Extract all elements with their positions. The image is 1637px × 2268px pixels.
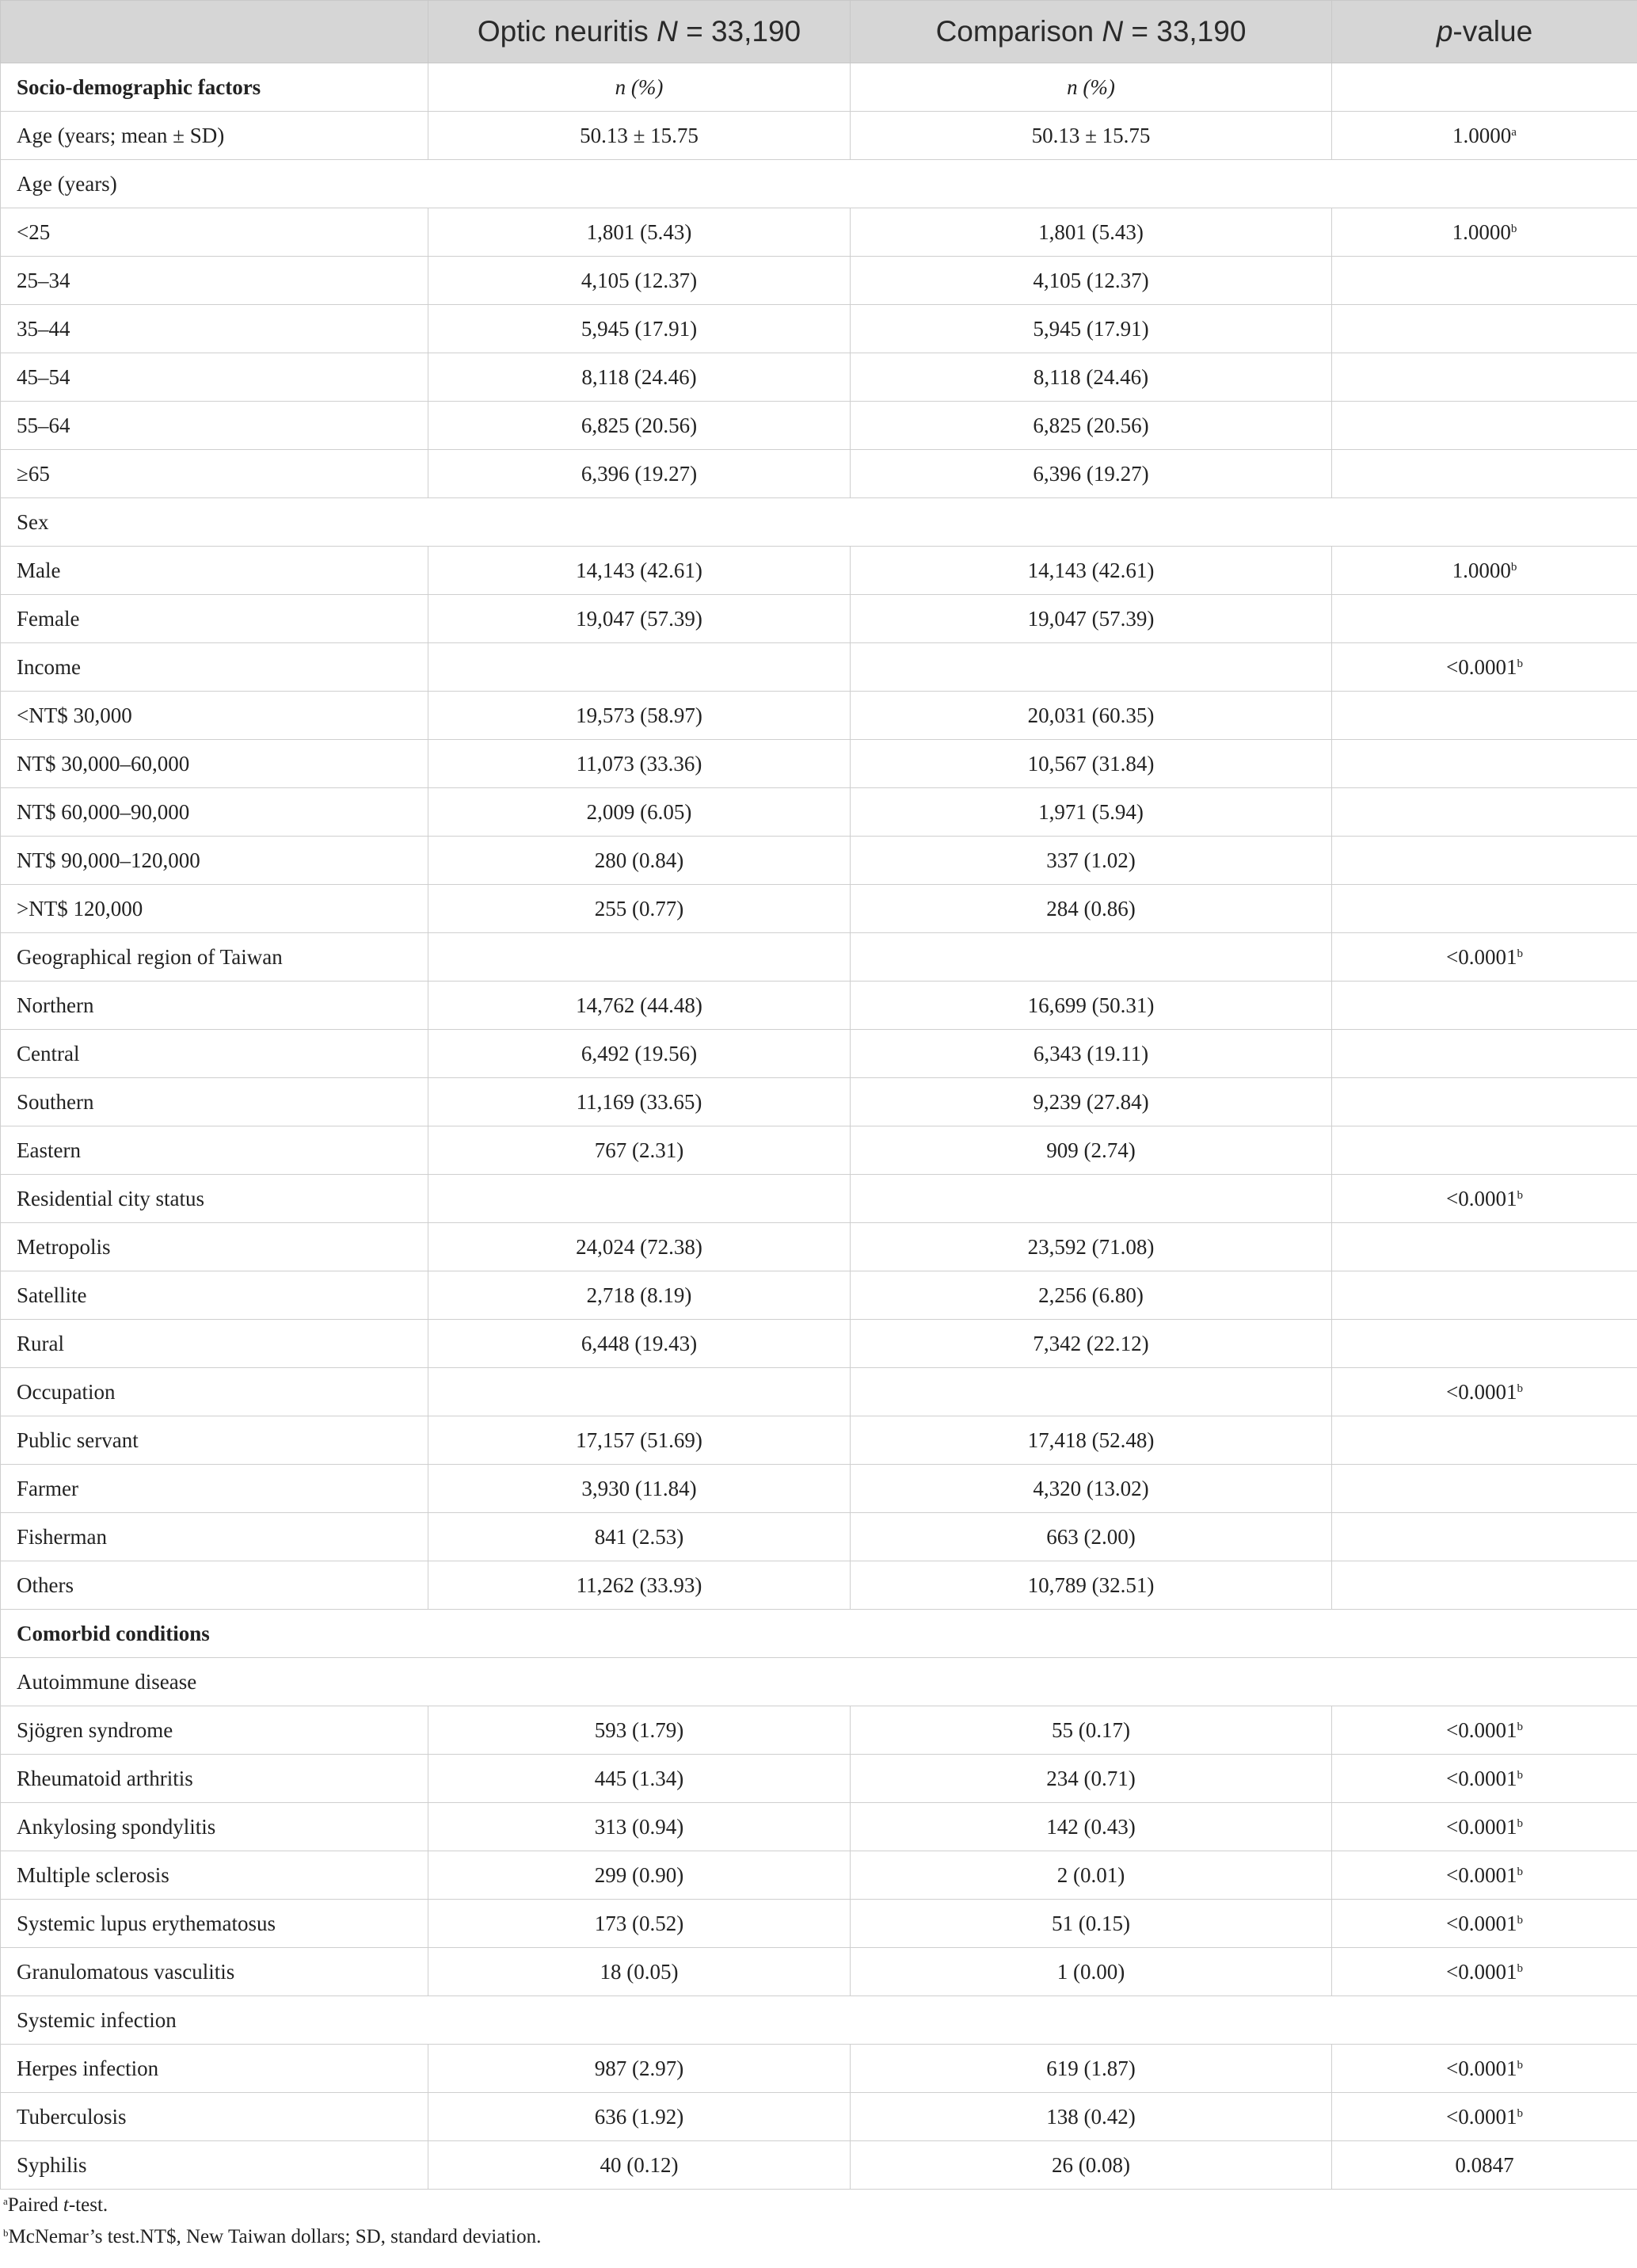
p-value-text: <0.0001 [1446, 1814, 1517, 1839]
table-row [1, 1996, 1637, 2045]
row-label: 55–64 [1, 402, 428, 450]
row-label: Sex [1, 498, 1637, 547]
optic-neuritis-value: 11,262 (33.93) [428, 1561, 851, 1610]
table-row [1, 353, 1637, 402]
comparison-value: 2 (0.01) [851, 1851, 1332, 1900]
comparison-value: 234 (0.71) [851, 1755, 1332, 1803]
comparison-value: 1,971 (5.94) [851, 788, 1332, 837]
comparison-value: 142 (0.43) [851, 1803, 1332, 1851]
table-row [1, 1078, 1637, 1126]
row-label: Syphilis [1, 2141, 428, 2190]
footnote [3, 2194, 108, 2217]
optic-neuritis-value: 11,073 (33.36) [428, 740, 851, 788]
table-row [1, 643, 1637, 692]
p-value [1332, 1368, 1637, 1416]
p-value [1332, 885, 1637, 933]
p-value-text: <0.0001 [1446, 2104, 1517, 2129]
comparison-value: 14,143 (42.61) [851, 547, 1332, 595]
row-label: Male [1, 547, 428, 595]
comparison-value: 26 (0.08) [851, 2141, 1332, 2190]
p-value-text: <0.0001 [1446, 1186, 1517, 1210]
header-col1-n: N [657, 15, 678, 48]
table-row [1, 1561, 1637, 1610]
header-col3-suffix: -value [1452, 15, 1533, 48]
p-value [1332, 63, 1637, 112]
comparison-value: 2,256 (6.80) [851, 1271, 1332, 1320]
row-label: 25–34 [1, 257, 428, 305]
header-col1-suffix: = 33,190 [677, 15, 801, 48]
row-label: 35–44 [1, 305, 428, 353]
row-label: Tuberculosis [1, 2093, 428, 2141]
table-row [1, 1900, 1637, 1948]
p-value-text: <0.0001 [1446, 1766, 1517, 1790]
table-row [1, 837, 1637, 885]
p-value-text: 0.0847 [1455, 2152, 1514, 2177]
table-row [1, 692, 1637, 740]
header-col2-suffix: = 33,190 [1123, 15, 1247, 48]
p-value-text: <0.0001 [1446, 1717, 1517, 1742]
p-value [1332, 1223, 1637, 1271]
p-value [1332, 1803, 1637, 1851]
p-value-text: 1.0000 [1452, 219, 1511, 244]
optic-neuritis-value: 8,118 (24.46) [428, 353, 851, 402]
comparison-value [851, 1175, 1332, 1223]
p-value-text: <0.0001 [1446, 944, 1517, 969]
row-label: Geographical region of Taiwan [1, 933, 428, 982]
p-value [1332, 1706, 1637, 1755]
p-value [1332, 1416, 1637, 1465]
p-value [1332, 933, 1637, 982]
header-comparison [851, 1, 1332, 63]
p-value [1332, 1465, 1637, 1513]
p-value [1332, 450, 1637, 498]
p-value [1332, 2045, 1637, 2093]
optic-neuritis-value: 445 (1.34) [428, 1755, 851, 1803]
row-label: Autoimmune disease [1, 1658, 1637, 1706]
p-value-text: <0.0001 [1446, 1911, 1517, 1935]
p-value [1332, 2093, 1637, 2141]
row-label: Systemic lupus erythematosus [1, 1900, 428, 1948]
p-value [1332, 1900, 1637, 1948]
row-label: Rheumatoid arthritis [1, 1755, 428, 1803]
comparison-value [851, 643, 1332, 692]
p-value-text: <0.0001 [1446, 654, 1517, 679]
p-value [1332, 1561, 1637, 1610]
optic-neuritis-value: 4,105 (12.37) [428, 257, 851, 305]
p-value [1332, 1320, 1637, 1368]
p-value-text: 1.0000 [1452, 558, 1511, 582]
comparison-value: 909 (2.74) [851, 1126, 1332, 1175]
p-value-footnote-marker: b [1517, 1382, 1523, 1395]
table-row [1, 160, 1637, 208]
table-header [1, 1, 1637, 63]
footnote-marker: a [3, 2195, 8, 2207]
table-row [1, 788, 1637, 837]
table-row [1, 1658, 1637, 1706]
comparison-value: 6,396 (19.27) [851, 450, 1332, 498]
p-value [1332, 643, 1637, 692]
optic-neuritis-value: 14,143 (42.61) [428, 547, 851, 595]
optic-neuritis-value: 6,492 (19.56) [428, 1030, 851, 1078]
comparison-value: 19,047 (57.39) [851, 595, 1332, 643]
p-value-footnote-marker: a [1511, 125, 1517, 139]
table-row [1, 498, 1637, 547]
table-row [1, 1271, 1637, 1320]
p-value [1332, 788, 1637, 837]
optic-neuritis-value: 19,573 (58.97) [428, 692, 851, 740]
optic-neuritis-value: 173 (0.52) [428, 1900, 851, 1948]
optic-neuritis-value: 313 (0.94) [428, 1803, 851, 1851]
table-row [1, 208, 1637, 257]
row-label: Herpes infection [1, 2045, 428, 2093]
p-value-footnote-marker: b [1517, 1768, 1523, 1782]
p-value-footnote-marker: b [1517, 1913, 1523, 1927]
header-col2-n: N [1102, 15, 1124, 48]
optic-neuritis-value: 19,047 (57.39) [428, 595, 851, 643]
p-value [1332, 740, 1637, 788]
p-value [1332, 1513, 1637, 1561]
p-value [1332, 692, 1637, 740]
footnote-text: McNemar’s test.NT$, New Taiwan dollars; SD, standard deviation. [8, 2226, 542, 2247]
p-value-footnote-marker: b [1510, 560, 1517, 574]
comparison-value: 138 (0.42) [851, 2093, 1332, 2141]
table-row [1, 1175, 1637, 1223]
row-label: Multiple sclerosis [1, 1851, 428, 1900]
p-value [1332, 257, 1637, 305]
row-label: Comorbid conditions [1, 1610, 1637, 1658]
comparison-value: 337 (1.02) [851, 837, 1332, 885]
p-value-footnote-marker: b [1510, 222, 1517, 235]
p-value [1332, 353, 1637, 402]
row-label: Eastern [1, 1126, 428, 1175]
footnote-italic: t [63, 2194, 69, 2216]
table-row [1, 982, 1637, 1030]
row-label: Age (years; mean ± SD) [1, 112, 428, 160]
comparison-value: 23,592 (71.08) [851, 1223, 1332, 1271]
p-value [1332, 1271, 1637, 1320]
row-label: Income [1, 643, 428, 692]
p-value-footnote-marker: b [1517, 1865, 1523, 1878]
p-value [1332, 547, 1637, 595]
row-label: Occupation [1, 1368, 428, 1416]
table-row [1, 1610, 1637, 1658]
optic-neuritis-value: 2,009 (6.05) [428, 788, 851, 837]
comparison-value: 7,342 (22.12) [851, 1320, 1332, 1368]
p-value [1332, 837, 1637, 885]
footnote-marker: b [3, 2227, 9, 2239]
table-row [1, 1030, 1637, 1078]
optic-neuritis-value: 50.13 ± 15.75 [428, 112, 851, 160]
p-value [1332, 595, 1637, 643]
row-label: Ankylosing spondylitis [1, 1803, 428, 1851]
row-label: Others [1, 1561, 428, 1610]
p-value-footnote-marker: b [1517, 2106, 1523, 2120]
optic-neuritis-value: 280 (0.84) [428, 837, 851, 885]
comparison-value: 5,945 (17.91) [851, 305, 1332, 353]
table-row [1, 257, 1637, 305]
row-label: Public servant [1, 1416, 428, 1465]
table-row [1, 933, 1637, 982]
header-p-value [1332, 1, 1637, 63]
row-label: Rural [1, 1320, 428, 1368]
cell-text: n (%) [1067, 74, 1115, 99]
table-row [1, 1223, 1637, 1271]
optic-neuritis-value: 40 (0.12) [428, 2141, 851, 2190]
comparison-value: 10,567 (31.84) [851, 740, 1332, 788]
p-value [1332, 1851, 1637, 1900]
comparison-value [851, 933, 1332, 982]
table-row [1, 595, 1637, 643]
comparison-value: 55 (0.17) [851, 1706, 1332, 1755]
footnote [3, 2226, 541, 2248]
table-row [1, 2093, 1637, 2141]
comparison-value: 4,105 (12.37) [851, 257, 1332, 305]
optic-neuritis-value: 255 (0.77) [428, 885, 851, 933]
p-value-footnote-marker: b [1517, 2058, 1523, 2072]
p-value [1332, 305, 1637, 353]
header-col3-p: p [1436, 15, 1453, 48]
optic-neuritis-value: 1,801 (5.43) [428, 208, 851, 257]
comparison-value: 8,118 (24.46) [851, 353, 1332, 402]
header-col1-prefix: Optic neuritis [477, 15, 657, 48]
p-value-text: <0.0001 [1446, 1379, 1517, 1404]
optic-neuritis-value: 17,157 (51.69) [428, 1416, 851, 1465]
table-body [1, 63, 1637, 2190]
table-row [1, 1851, 1637, 1900]
comparison-value: 50.13 ± 15.75 [851, 112, 1332, 160]
optic-neuritis-value [428, 63, 851, 112]
table-row [1, 740, 1637, 788]
p-value [1332, 982, 1637, 1030]
optic-neuritis-value [428, 1368, 851, 1416]
row-label: Farmer [1, 1465, 428, 1513]
comparison-value: 17,418 (52.48) [851, 1416, 1332, 1465]
row-label: Residential city status [1, 1175, 428, 1223]
optic-neuritis-value: 299 (0.90) [428, 1851, 851, 1900]
row-label: Satellite [1, 1271, 428, 1320]
table-row [1, 1513, 1637, 1561]
row-label: Female [1, 595, 428, 643]
p-value [1332, 112, 1637, 160]
p-value-text: <0.0001 [1446, 2056, 1517, 2080]
p-value-footnote-marker: b [1517, 1188, 1523, 1202]
optic-neuritis-value: 987 (2.97) [428, 2045, 851, 2093]
optic-neuritis-value: 6,396 (19.27) [428, 450, 851, 498]
comparison-value: 6,825 (20.56) [851, 402, 1332, 450]
p-value [1332, 2141, 1637, 2190]
comparison-value: 663 (2.00) [851, 1513, 1332, 1561]
table-row [1, 2141, 1637, 2190]
p-value [1332, 402, 1637, 450]
comparison-value: 20,031 (60.35) [851, 692, 1332, 740]
table-row [1, 402, 1637, 450]
row-label: Northern [1, 982, 428, 1030]
row-label: Granulomatous vasculitis [1, 1948, 428, 1996]
row-label: Fisherman [1, 1513, 428, 1561]
optic-neuritis-value [428, 1175, 851, 1223]
cell-text: n (%) [615, 74, 664, 99]
table-row [1, 1368, 1637, 1416]
optic-neuritis-value: 767 (2.31) [428, 1126, 851, 1175]
footnote-text: Paired [7, 2194, 63, 2216]
optic-neuritis-value: 5,945 (17.91) [428, 305, 851, 353]
p-value-text: 1.0000 [1452, 123, 1512, 147]
p-value-footnote-marker: b [1517, 1816, 1523, 1830]
row-label: Central [1, 1030, 428, 1078]
row-label: Sjögren syndrome [1, 1706, 428, 1755]
comparison-value [851, 63, 1332, 112]
p-value [1332, 1126, 1637, 1175]
row-label: ≥65 [1, 450, 428, 498]
optic-neuritis-value: 11,169 (33.65) [428, 1078, 851, 1126]
row-label: Metropolis [1, 1223, 428, 1271]
comparison-value: 1,801 (5.43) [851, 208, 1332, 257]
row-label: Systemic infection [1, 1996, 1637, 2045]
table-row [1, 547, 1637, 595]
table-row [1, 885, 1637, 933]
comparison-value: 1 (0.00) [851, 1948, 1332, 1996]
p-value [1332, 1755, 1637, 1803]
comparison-value: 4,320 (13.02) [851, 1465, 1332, 1513]
optic-neuritis-value [428, 933, 851, 982]
row-label: NT$ 60,000–90,000 [1, 788, 428, 837]
optic-neuritis-value: 3,930 (11.84) [428, 1465, 851, 1513]
comparison-value: 51 (0.15) [851, 1900, 1332, 1948]
optic-neuritis-value: 841 (2.53) [428, 1513, 851, 1561]
p-value [1332, 208, 1637, 257]
table-row [1, 2045, 1637, 2093]
comparison-value: 16,699 (50.31) [851, 982, 1332, 1030]
p-value [1332, 1948, 1637, 1996]
comparison-value: 284 (0.86) [851, 885, 1332, 933]
row-label: <25 [1, 208, 428, 257]
table-row [1, 63, 1637, 112]
optic-neuritis-value: 6,825 (20.56) [428, 402, 851, 450]
row-label: <NT$ 30,000 [1, 692, 428, 740]
footnote-text-end: -test. [68, 2194, 108, 2216]
row-label: >NT$ 120,000 [1, 885, 428, 933]
comparison-value: 10,789 (32.51) [851, 1561, 1332, 1610]
table-row [1, 112, 1637, 160]
table-row [1, 1416, 1637, 1465]
optic-neuritis-value [428, 643, 851, 692]
table-row [1, 1706, 1637, 1755]
p-value-text: <0.0001 [1446, 1959, 1517, 1984]
p-value-footnote-marker: b [1517, 1720, 1523, 1733]
comparison-value: 619 (1.87) [851, 2045, 1332, 2093]
header-variable [1, 1, 428, 63]
optic-neuritis-value: 24,024 (72.38) [428, 1223, 851, 1271]
table-row [1, 1320, 1637, 1368]
table-row [1, 1465, 1637, 1513]
table-row [1, 1755, 1637, 1803]
p-value [1332, 1175, 1637, 1223]
p-value-footnote-marker: b [1517, 1961, 1523, 1975]
p-value-footnote-marker: b [1517, 657, 1523, 670]
p-value-text: <0.0001 [1446, 1862, 1517, 1887]
row-label: 45–54 [1, 353, 428, 402]
optic-neuritis-value: 2,718 (8.19) [428, 1271, 851, 1320]
comparison-value: 9,239 (27.84) [851, 1078, 1332, 1126]
optic-neuritis-value: 6,448 (19.43) [428, 1320, 851, 1368]
table-row [1, 1948, 1637, 1996]
table-row [1, 1803, 1637, 1851]
header-col2-prefix: Comparison [935, 15, 1102, 48]
row-label: NT$ 30,000–60,000 [1, 740, 428, 788]
optic-neuritis-value: 636 (1.92) [428, 2093, 851, 2141]
table-row [1, 1126, 1637, 1175]
p-value [1332, 1030, 1637, 1078]
comparison-value: 6,343 (19.11) [851, 1030, 1332, 1078]
row-label: NT$ 90,000–120,000 [1, 837, 428, 885]
optic-neuritis-value: 593 (1.79) [428, 1706, 851, 1755]
comparison-value [851, 1368, 1332, 1416]
table-row [1, 450, 1637, 498]
optic-neuritis-value: 18 (0.05) [428, 1948, 851, 1996]
p-value-footnote-marker: b [1517, 947, 1523, 960]
row-label: Southern [1, 1078, 428, 1126]
optic-neuritis-value: 14,762 (44.48) [428, 982, 851, 1030]
row-label: Age (years) [1, 160, 1637, 208]
p-value [1332, 1078, 1637, 1126]
header-optic-neuritis [428, 1, 851, 63]
row-label: Socio-demographic factors [1, 63, 428, 112]
table-row [1, 305, 1637, 353]
